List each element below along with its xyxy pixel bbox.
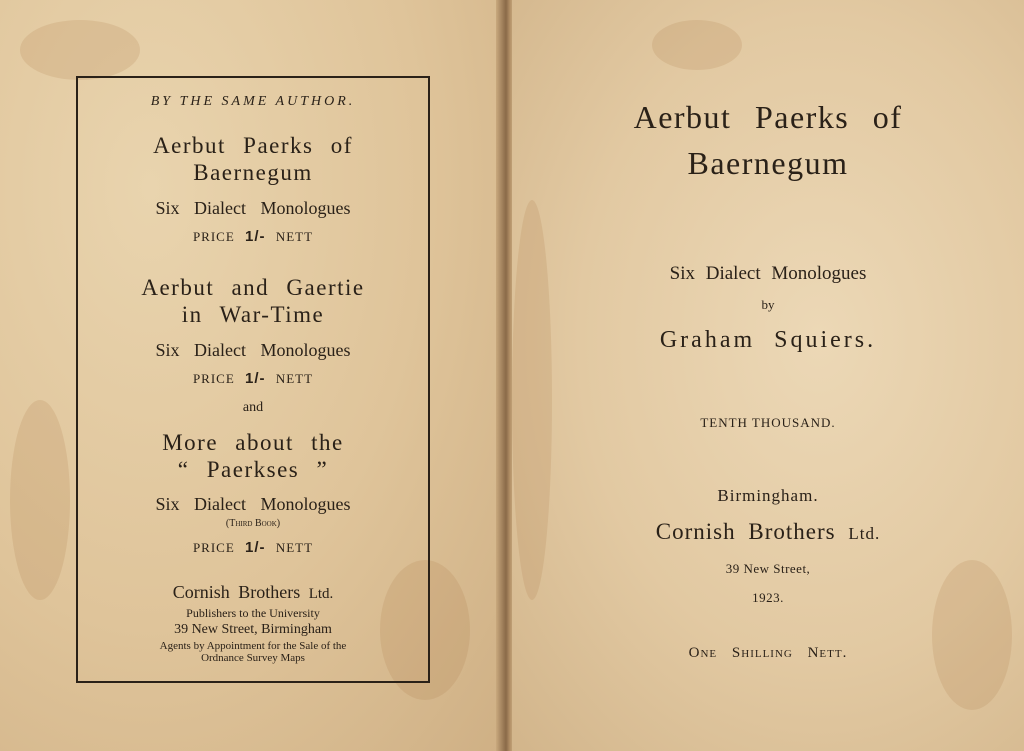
price-value: 1/-	[245, 370, 266, 387]
agents-line1: Agents by Appointment for the Sale of the	[159, 640, 347, 652]
price-label: PRICE	[192, 229, 235, 244]
book2-title-line1: Aerbut and Gaertie	[141, 275, 365, 300]
front-title-line2: Baernegum	[687, 145, 849, 181]
book1-price	[78, 228, 428, 245]
front-publisher-name: Cornish Brothers	[655, 519, 836, 544]
front-edition: TENTH THOUSAND.	[700, 415, 836, 430]
book1-subtitle: Six Dialect Monologues	[155, 198, 351, 218]
book3-title-line1: More about the	[162, 430, 344, 455]
publisher-name	[78, 582, 428, 603]
agents-line2: Ordnance Survey Maps	[201, 652, 305, 664]
by-same-author-heading: BY THE SAME AUTHOR.	[150, 94, 356, 109]
price-value: 1/-	[245, 228, 266, 245]
front-price: One Shilling Nett.	[688, 645, 848, 661]
price-suffix: NETT	[275, 229, 314, 244]
front-subtitle: Six Dialect Monologues	[669, 263, 867, 284]
book2-price	[78, 370, 428, 387]
front-address: 39 New Street,	[725, 561, 811, 576]
back-cover-page	[0, 0, 500, 751]
publisher-ltd: Ltd.	[308, 586, 334, 602]
book3-title-line2: “ Paerkses ”	[177, 457, 329, 482]
and-text: and	[242, 400, 264, 415]
advertisement-box	[76, 76, 430, 683]
publisher-name-text: Cornish Brothers	[172, 582, 301, 602]
book3-note: (Third Book)	[225, 518, 281, 529]
price-value: 1/-	[245, 539, 266, 556]
book3-subtitle: Six Dialect Monologues	[155, 494, 351, 514]
front-title-line1: Aerbut Paerks of	[633, 99, 903, 135]
book2-title-line2: in War-Time	[181, 302, 325, 327]
book1-title-line2: Baernegum	[193, 160, 313, 185]
book2-subtitle: Six Dialect Monologues	[155, 340, 351, 360]
price-label: PRICE	[192, 540, 235, 555]
price-suffix: NETT	[275, 540, 314, 555]
front-publisher	[512, 519, 1024, 545]
price-label: PRICE	[192, 371, 235, 386]
front-city: Birmingham.	[717, 486, 819, 505]
front-cover-page	[512, 0, 1024, 751]
book3-price	[78, 539, 428, 556]
front-year: 1923.	[752, 590, 784, 605]
book1-title-line1: Aerbut Paerks of	[153, 133, 353, 158]
front-publisher-ltd: Ltd.	[848, 524, 881, 543]
front-by: by	[761, 297, 775, 312]
front-author: Graham Squiers.	[659, 327, 877, 353]
publisher-role: Publishers to the University	[186, 606, 320, 620]
publisher-address: 39 New Street, Birmingham	[174, 622, 332, 637]
price-suffix: NETT	[275, 371, 314, 386]
